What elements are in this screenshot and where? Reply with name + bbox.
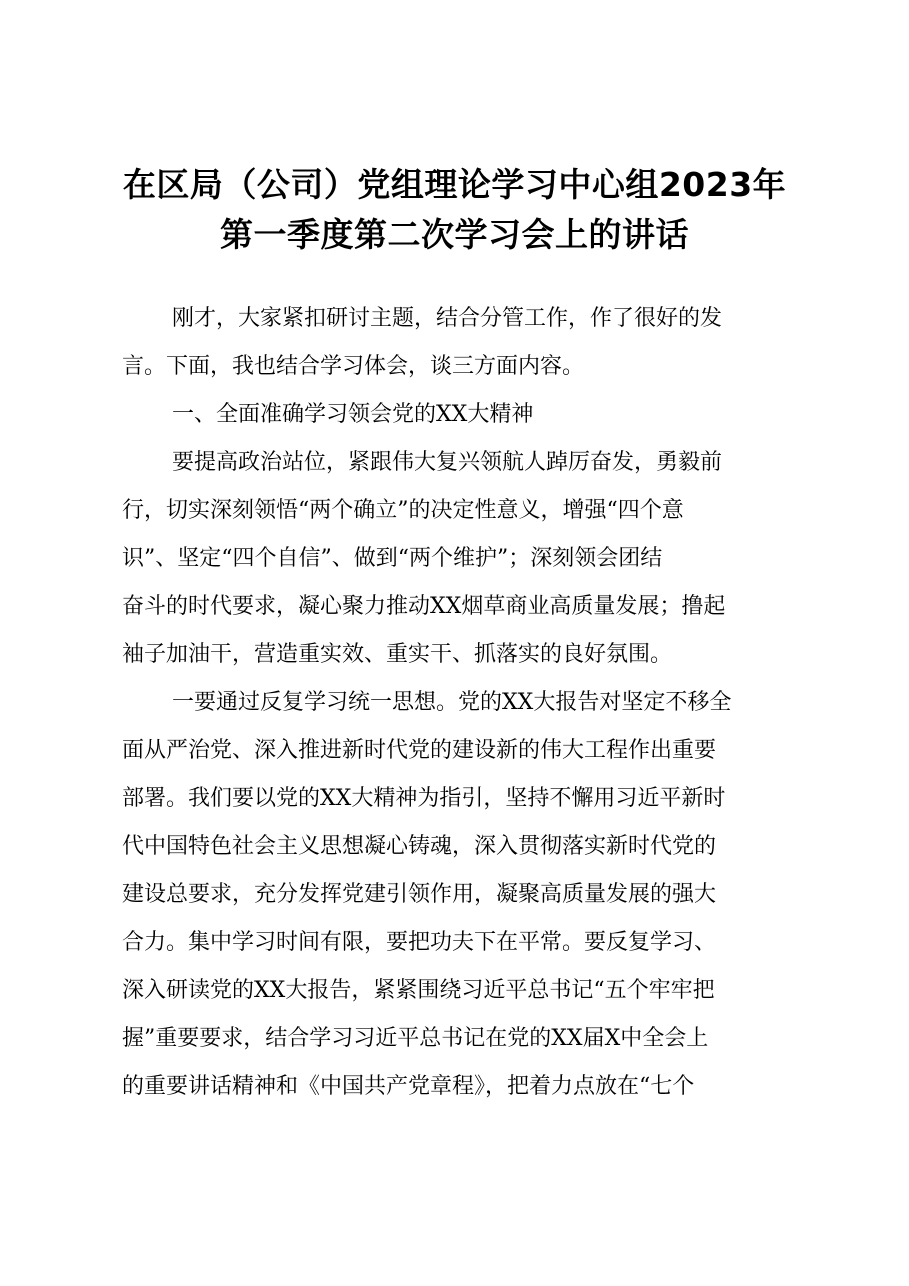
- document-title: [100, 160, 809, 260]
- text-line: 握”重要要求，结合学习习近平总书记在党的XX届X中全会上: [122, 1026, 709, 1051]
- text-line: 奋斗的时代要求，凝心聚力推动XX烟草商业高质量发展；撸起: [122, 594, 726, 619]
- text-line: 面从严治党、深入推进新时代党的建设新的伟大工程作出重要: [122, 738, 717, 763]
- document-body: [122, 295, 794, 1111]
- text-line: 一、全面准确学习领会党的XX大精神: [172, 402, 534, 427]
- title-line: 第一季度第二次学习会上的讲话: [220, 215, 689, 254]
- text-line: 深入研读党的XX大报告，紧紧围绕习近平总书记“五个牢牢把: [122, 978, 715, 1003]
- text-line: 的重要讲话精神和《中国共产党章程》，把着力点放在“七个: [122, 1074, 695, 1099]
- text-line: 合力。集中学习时间有限，要把功夫下在平常。要反复学习、: [122, 930, 717, 955]
- text-line: 部署。我们要以党的XX大精神为指引，坚持不懈用习近平新时: [122, 786, 726, 811]
- text-line: 刚才，大家紧扣研讨主题，结合分管工作，作了很好的发: [172, 306, 723, 331]
- text-line: 代中国特色社会主义思想凝心铸魂，深入贯彻落实新时代党的: [122, 834, 717, 859]
- text-line: 袖子加油干，营造重实效、重实干、抓落实的良好氛围。: [122, 642, 673, 667]
- text-line: 建设总要求，充分发挥党建引领作用，凝聚高质量发展的强大: [122, 882, 717, 907]
- text-line: 要提高政治站位，紧跟伟大复兴领航人踔厉奋发，勇毅前: [172, 450, 723, 475]
- text-line: 言。下面，我也结合学习体会，谈三方面内容。: [122, 354, 585, 379]
- title-line: 在区局（公司）党组理论学习中心组2023年: [122, 165, 787, 204]
- text-line: 一要通过反复学习统一思想。党的XX大报告对坚定不移全: [172, 690, 732, 715]
- text-line: 行，切实深刻领悟“两个确立”的决定性意义，增强“四个意: [122, 498, 684, 523]
- text-line: 识”、坚定“四个自信”、做到“两个维护”；深刻领会团结: [122, 546, 663, 571]
